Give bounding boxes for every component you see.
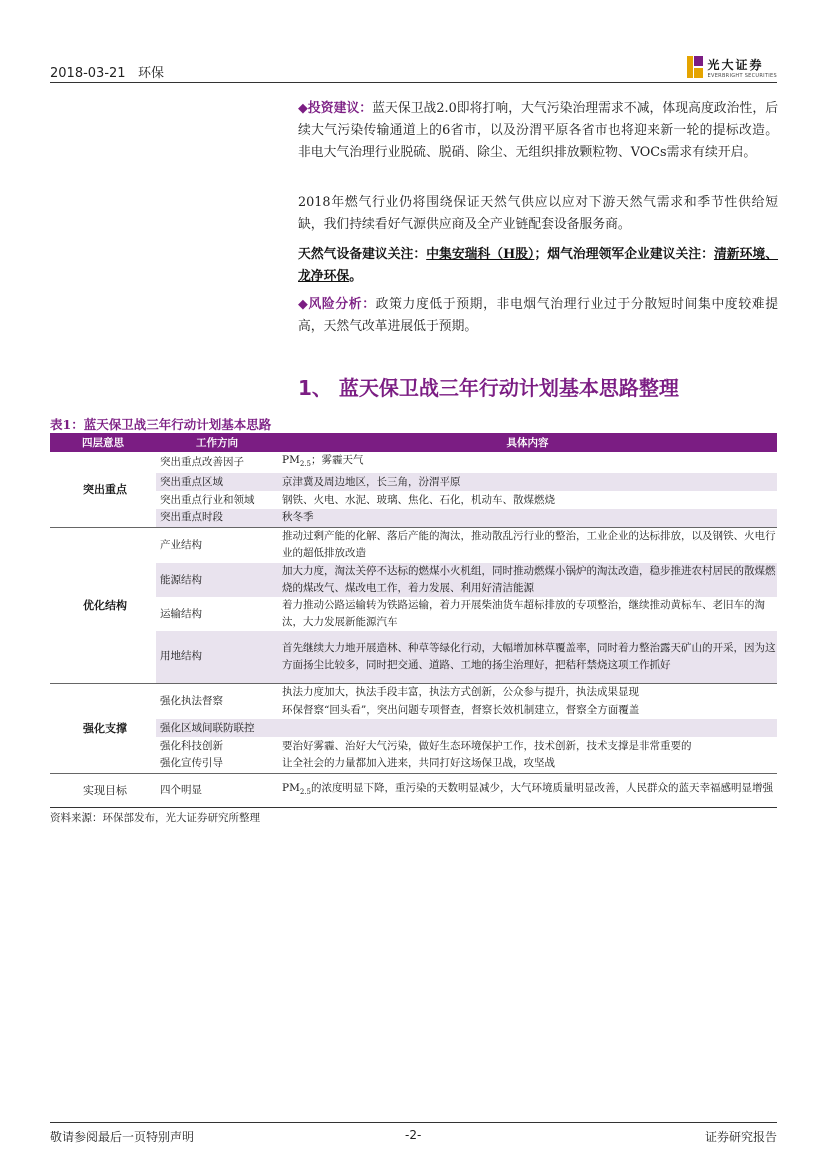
row-content <box>278 719 777 737</box>
col-header-direction: 工作方向 <box>156 433 278 452</box>
col-header-content: 具体内容 <box>278 433 777 452</box>
row-content: 钢铁、火电、水泥、玻璃、焦化、石化，机动车、散煤燃烧 <box>282 493 555 506</box>
gas-equipment-label: 天然气设备建议关注： <box>298 247 427 262</box>
table-row <box>50 597 777 631</box>
row-direction: 强化宣传引导 <box>156 755 278 773</box>
paragraph-recommendations <box>298 244 778 288</box>
group-label: 突出重点 <box>50 452 156 527</box>
row-content: 秋冬季 <box>278 509 777 527</box>
row-content: 京津冀及周边地区，长三角，汾渭平原 <box>278 473 777 491</box>
group-label: 优化结构 <box>50 527 156 683</box>
logo-text-en: EVERBRIGHT SECURITIES <box>707 72 777 79</box>
row-direction: 强化区域间联防联控 <box>156 719 278 737</box>
flue-gas-stocks: 清新环境、龙净环保 <box>298 247 779 284</box>
page-number: -2- <box>405 1128 422 1142</box>
diamond-bullet-icon: ◆ <box>298 297 309 312</box>
action-plan-table <box>50 433 777 808</box>
table-row <box>50 737 777 755</box>
table-row <box>50 491 777 509</box>
row-direction: 突出重点区域 <box>156 473 278 491</box>
header-divider <box>50 82 777 83</box>
row-content: $PM_{2.5}$的浓度明显下降，重污染的天数明显减少，大气环境质量明显改善，人民群众的蓝天幸福感明显增强 <box>278 773 777 807</box>
row-content: $PM_{2.5}$；雾霾天气 <box>282 454 364 469</box>
group-label: 强化支撑 <box>50 683 156 773</box>
company-logo <box>687 54 777 80</box>
table-caption: 表1：蓝天保卫战三年行动计划基本思路 <box>50 417 272 432</box>
rec-end: 。 <box>349 269 362 284</box>
row-direction: 四个明显 <box>156 773 278 807</box>
row-content: 推动过剩产能的化解、落后产能的淘汰，推动散乱污行业的整治，工业企业的达标排放，以及钢铁、火电行业的超低排放改造 <box>282 530 776 560</box>
investment-advice-text: 蓝天保卫战2.0即将打响，大气污染治理需求不减，体现高度政治性，后续大气污染传输通道上的6省市，以及汾渭平原各省市也将迎来新一轮的提标改造。非电大气治理行业脱硫、脱硝、除尘、无组织排放颗粒物、VOCs需求有续开启。 <box>298 101 779 160</box>
row-content: 环保督察“回头看”，突出问题专项督查，督察长效机制建立，督察全方面覆盖 <box>282 703 640 716</box>
gas-industry-text: 2018年燃气行业仍将围绕保证天然气供应以应对下游天然气需求和季节性供给短缺，我们持续看好气源供应商及全产业链配套设备服务商。 <box>298 195 778 232</box>
table-row <box>50 719 777 737</box>
row-direction: 突出重点行业和领域 <box>160 493 255 506</box>
row-content: 执法力度加大，执法手段丰富，执法方式创新，公众参与提升，执法成果显现 <box>282 685 639 698</box>
paragraph-gas-industry <box>298 192 778 236</box>
table-row <box>50 527 777 563</box>
gas-equipment-stock: 中集安瑞科（H股） <box>426 247 535 262</box>
row-direction: 能源结构 <box>156 563 278 597</box>
risk-analysis-text: 政策力度低于预期，非电烟气治理行业过于分散短时间集中度较难提高，天然气改革进展低于预期。 <box>298 297 779 334</box>
row-content: 首先继续大力地开展造林、种草等绿化行动，大幅增加林草覆盖率，同时着力整治露天矿山的开采，因为这方面扬尘比较多，同时把交通、道路、工地的扬尘治理好，把秸秆禁烧这项工作抓好 <box>278 631 777 683</box>
logo-text-cn: 光大证券 <box>707 57 764 72</box>
logo-mark-icon <box>687 56 703 78</box>
group-label: 实现目标 <box>50 773 156 807</box>
table-row <box>50 452 777 473</box>
table-header-row <box>50 433 777 452</box>
row-direction: 用地结构 <box>156 631 278 683</box>
diamond-bullet-icon: ◆ <box>298 101 308 116</box>
table-row <box>50 631 777 683</box>
row-direction: 强化执法督察 <box>160 694 223 707</box>
row-direction: 突出重点改善因子 <box>160 456 244 469</box>
table-row <box>50 509 777 527</box>
rec-separator: ； <box>534 247 548 262</box>
header-category: 环保 <box>137 66 164 81</box>
page-header <box>50 52 777 82</box>
row-direction: 运输结构 <box>160 607 202 620</box>
table-row <box>50 773 777 807</box>
table-row <box>50 473 777 491</box>
paragraph-investment-advice <box>298 98 778 164</box>
footer-report-type: 证券研究报告 <box>704 1130 777 1144</box>
row-direction: 突出重点时段 <box>156 509 278 527</box>
table-row <box>50 755 777 773</box>
row-direction: 产业结构 <box>160 538 202 551</box>
col-header-meaning: 四层意思 <box>50 433 156 452</box>
footer-disclaimer: 敬请参阅最后一页特别声明 <box>50 1130 195 1144</box>
flue-gas-label: 烟气治理领军企业建议关注： <box>547 247 714 262</box>
investment-advice-label: 投资建议： <box>307 101 373 116</box>
section-title: 1、 蓝天保卫战三年行动计划基本思路整理 <box>298 376 679 400</box>
row-direction: 强化科技创新 <box>160 739 223 752</box>
footer-divider <box>50 1122 777 1123</box>
row-content: 让全社会的力量都加入进来，共同打好这场保卫战，攻坚战 <box>278 755 777 773</box>
table-source-note: 资料来源：环保部发布，光大证券研究所整理 <box>50 812 260 824</box>
row-content: 着力推动公路运输转为铁路运输，着力开展柴油货车超标排放的专项整治，继续推动黄标车、老旧车的淘汰，大力发展新能源汽车 <box>282 599 765 629</box>
row-content: 加大力度，淘汰关停不达标的燃煤小火机组，同时推动燃煤小锅炉的淘汰改造，稳步推进农村居民的散煤燃烧的煤改气、煤改电工作，着力发展、利用好清洁能源 <box>278 563 777 597</box>
header-date: 2018-03-21 <box>50 66 126 81</box>
header-date-category <box>50 62 164 81</box>
paragraph-risk-analysis <box>298 294 778 338</box>
risk-analysis-label: 风险分析： <box>308 297 376 312</box>
row-content: 要治好雾霾、治好大气污染，做好生态环境保护工作，技术创新，技术支撑是非常重要的 <box>282 739 692 752</box>
table-row <box>50 563 777 597</box>
table-row <box>50 683 777 701</box>
